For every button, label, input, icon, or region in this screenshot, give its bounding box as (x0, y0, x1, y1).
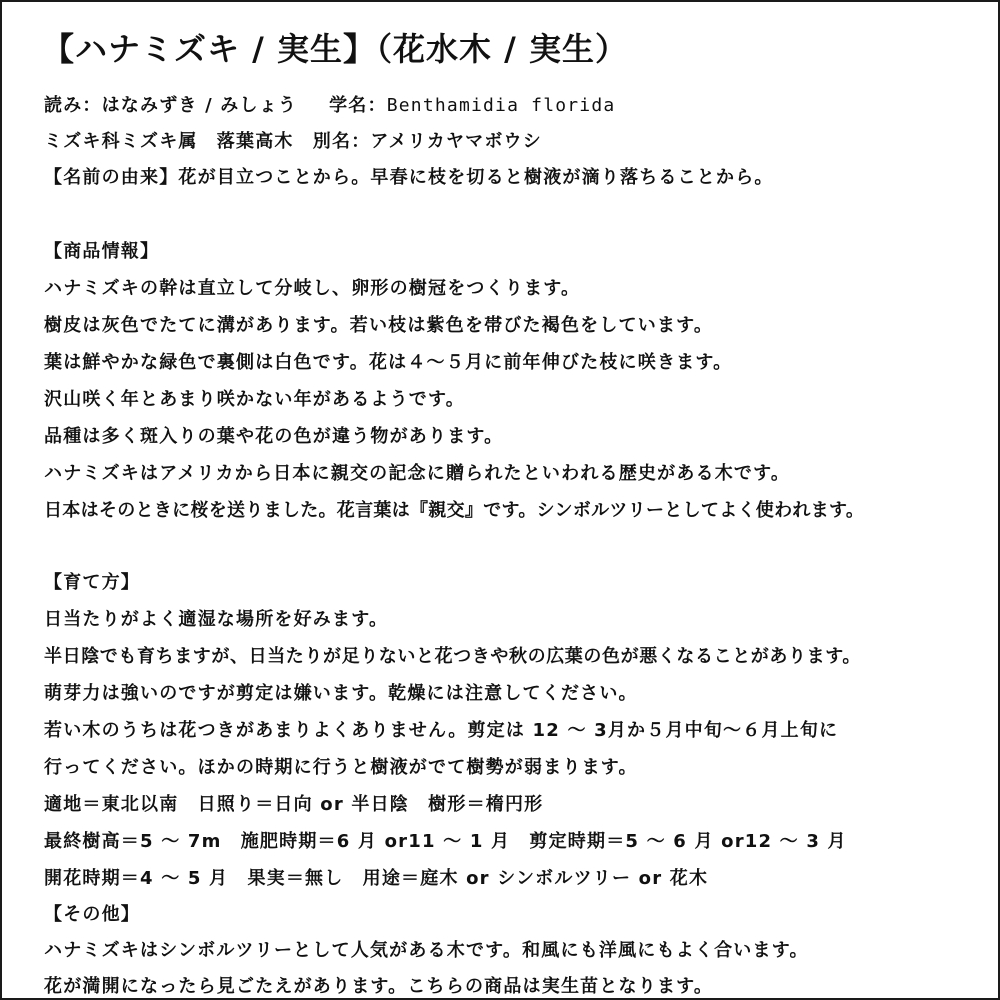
care-line: 萌芽力は強いのですが剪定は嫌います。乾燥には注意してください。 (44, 683, 638, 704)
name-origin-line: 【名前の由来】花が目立つことから。早春に枝を切ると樹液が滴り落ちることから。 (44, 167, 774, 188)
product-info-line: 沢山咲く年とあまり咲かない年があるようです。 (44, 389, 465, 410)
product-info-line: 葉は鮮やかな緑色で裏側は白色です。花は４～５月に前年伸びた枝に咲きます。 (44, 352, 733, 373)
care-spec-line: 開花時期＝4 ～ 5 月 果実＝無し 用途＝庭木 or シンボルツリー or 花木 (44, 868, 709, 889)
other-line: 花が満開になったら見ごたえがあります。こちらの商品は実生苗となります。 (44, 976, 714, 997)
reading-label: 読み：はなみずき / みしょう (44, 95, 298, 116)
product-info-line: 樹皮は灰色でたてに溝があります。若い枝は紫色を帯びた褐色をしています。 (44, 315, 714, 336)
page-title: 【ハナミズキ / 実生】（花水木 / 実生） (42, 30, 628, 68)
scientific-label: 学名： (329, 95, 387, 116)
reading-and-scientific-name-line (44, 91, 615, 117)
product-info-line: 品種は多く斑入りの葉や花の色が違う物があります。 (44, 426, 504, 447)
scientific-name: Benthamidia florida (386, 95, 616, 116)
other-heading: 【その他】 (44, 904, 140, 925)
care-line: 若い木のうちは花つきがあまりよくありません。剪定は 12 ～ 3月か５月中旬～６月上旬に (44, 720, 839, 741)
other-line: ハナミズキはシンボルツリーとして人気がある木です。和風にも洋風にもよく合います。 (44, 940, 809, 961)
product-info-line: 日本はそのときに桜を送りました。花言葉は『親交』です。シンボルツリーとしてよく使われます。 (44, 500, 865, 521)
family-line: ミズキ科ミズキ属 落葉高木 別名：アメリカヤマボウシ (44, 131, 542, 152)
care-line: 日当たりがよく適湿な場所を好みます。 (44, 609, 389, 630)
product-info-line: ハナミズキの幹は直立して分岐し、卵形の樹冠をつくります。 (44, 278, 581, 299)
care-line: 行ってください。ほかの時期に行うと樹液がでて樹勢が弱まります。 (44, 757, 638, 778)
care-heading: 【育て方】 (44, 572, 140, 593)
product-info-heading: 【商品情報】 (44, 241, 160, 262)
care-line: 半日陰でも育ちますが、日当たりが足りないと花つきや秋の広葉の色が悪くなることがあります。 (44, 646, 861, 667)
product-info-line: ハナミズキはアメリカから日本に親交の記念に贈られたといわれる歴史がある木です。 (44, 463, 791, 484)
care-spec-line: 適地＝東北以南 日照り＝日向 or 半日陰 樹形＝楕円形 (44, 794, 544, 815)
care-spec-line: 最終樹高＝5 ～ 7m 施肥時期＝6 月 or11 ～ 1 月 剪定時期＝5 ～ 6 月 or12 ～ 3 月 (44, 831, 847, 852)
